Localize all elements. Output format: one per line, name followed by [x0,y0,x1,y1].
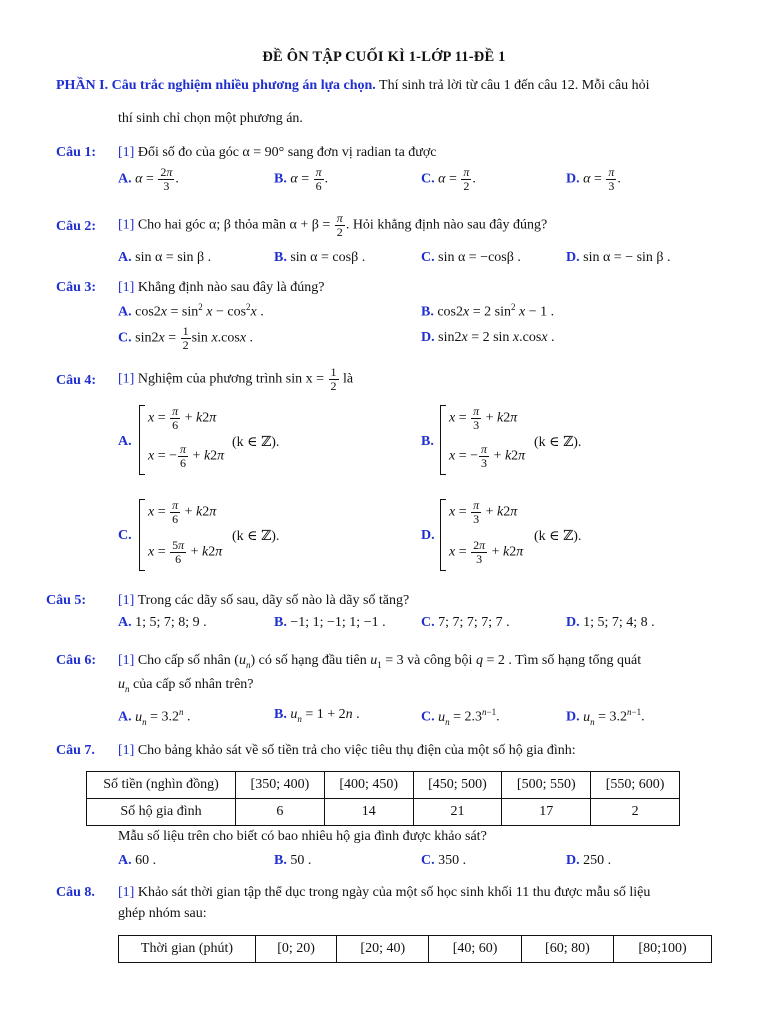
question-4-text-b: là [339,371,354,387]
q6-option-b[interactable]: B. $u_n = 1 + 2n$ . [274,707,360,724]
q4-option-d-kset: (k ∈ ℤ). [534,529,582,544]
q7-option-b[interactable]: B. 50 . [274,853,312,868]
question-7-text: Cho bảng khảo sát về số tiền trả cho việc tiêu thụ điện của một số hộ gia đình: [134,743,576,758]
question-3-label: Câu 3: [56,280,97,295]
table-row: Số hộ gia đình 6 14 21 17 2 [87,799,680,826]
question-8-text: Khảo sát thời gian tập thể dục trong ngày của một số học sinh khối 11 thu được mẫu số liệu [134,885,651,900]
page-title: ĐỀ ÔN TẬP CUỐI KÌ 1-LỚP 11-ĐỀ 1 [262,49,506,65]
q5-option-d[interactable]: D. 1; 5; 7; 4; 8 . [566,615,655,630]
question-6-line2: $u_n$ của cấp số nhân trên? [118,677,254,694]
q4-option-d-system[interactable]: x = $\frac{\pi}{3}$ + k2π x = $\frac{2\pi}{3}$ + k2π [440,499,561,571]
q4-option-d-label[interactable]: D. [421,528,435,543]
q5-option-c[interactable]: C. 7; 7; 7; 7; 7 . [421,615,510,630]
question-1 [56,145,96,161]
question-4-text-a: Nghiệm của phương trình sin x = [134,371,328,387]
q3-option-d[interactable]: D. sin2x = 2 sin x.cosx . [421,330,555,345]
q3-option-b[interactable]: B. cos2x = 2 $\sin^2 x - 1$ . [421,302,555,320]
q4-option-a-system[interactable]: x = $\frac{\pi}{6}$ + k2π x = − $\frac{\pi}{6}$ + k2π [139,405,260,475]
q1-option-a[interactable]: A. α = $\frac{2\pi}{3}$ . [118,165,179,193]
exercise-table [118,935,712,963]
question-5-text: Trong các dãy số sau, dãy số nào là dãy số tăng? [134,593,410,608]
question-7-follow: Mẫu số liệu trên cho biết có bao nhiêu hộ gia đình được khảo sát? [118,829,487,844]
q2-option-a[interactable]: A. sin α = sin β . [118,250,212,265]
q3-option-c[interactable]: C. sin2x = $\frac{1}{2}$ sin x.cosx . [118,324,254,352]
electricity-table [86,771,680,826]
part1-text-2: thí sinh chỉ chọn một phương án. [118,111,303,126]
question-2-text-b: . Hỏi khẳng định nào sau đây đúng? [345,217,548,233]
q7-option-d[interactable]: D. 250 . [566,853,612,868]
question-1-stem [118,145,437,161]
q2-option-b[interactable]: B. sin α = cosβ . [274,250,366,265]
question-2-stem: [1] Cho hai góc α; β thỏa mãn α + β = $\frac{\pi}{2}$ . Hỏi khẳng định nào sau đây đúng? [118,211,548,239]
q4-option-b-kset: (k ∈ ℤ). [534,435,582,450]
table-row: Thời gian (phút) [0; 20) [20; 40) [40; 60) [60; 80) [80;100) [119,936,712,963]
question-2-text-a: Cho hai góc α; β thỏa mãn α + β = [134,217,334,233]
question-5-stem: [1] Trong các dãy số sau, dãy số nào là dãy số tăng? [118,593,410,608]
question-5-label: Câu 5: [46,593,87,608]
level-tag: [1] [118,145,135,160]
q4-option-a-kset: (k ∈ ℤ). [232,435,280,450]
question-8-label: Câu 8. [56,885,95,900]
part1-intro [56,78,649,94]
question-4-label: Câu 4: [56,373,97,388]
q1-option-c[interactable]: C. α = $\frac{\pi}{2}$ . [421,165,476,193]
q4-option-a-label[interactable]: A. [118,434,132,449]
q2-option-c[interactable]: C. sin α = −cosβ . [421,250,521,265]
table-row: Số tiền (nghìn đồng) [350; 400) [400; 450) [450; 500) [500; 550) [550; 600) [87,772,680,799]
q1-option-d[interactable]: D. α = $\frac{\pi}{3}$ . [566,165,621,193]
q7-option-c[interactable]: C. 350 . [421,853,467,868]
question-6-stem: [1] Cho cấp số nhân $(u_n)$ có số hạng đầu tiên $u_1 = 3$ và công bội q = 2 . Tìm số hạng tổng quát [118,653,642,670]
question-3-stem: [1] Khẳng định nào sau đây là đúng? [118,280,325,295]
q4-option-c-label[interactable]: C. [118,528,132,543]
q6-option-c[interactable]: C. $u_n = 2.3^{n-1}$. [421,707,500,727]
question-1-label: Câu 1: [56,145,97,160]
question-7-stem: [1] Cho bảng khảo sát về số tiền trả cho việc tiêu thụ điện của một số hộ gia đình: [118,743,576,758]
q6-option-a[interactable]: A. $u_n = 3.2^n$ . [118,707,191,727]
q4-option-b-label[interactable]: B. [421,434,434,449]
question-1-text: Đổi số đo của góc α = 90° sang đơn vị radian ta được [134,145,437,160]
question-3-text: Khẳng định nào sau đây là đúng? [134,280,325,295]
question-4-stem: [1] Nghiệm của phương trình sin x = $\frac{1}{2}$ là [118,365,354,393]
part1-label: PHẦN I. Câu trắc nghiệm nhiều phương án lựa chọn. [56,78,376,93]
q4-option-c-kset: (k ∈ ℤ). [232,529,280,544]
q7-option-a[interactable]: A. 60 . [118,853,157,868]
question-7-label: Câu 7. [56,743,95,758]
question-2-label: Câu 2: [56,219,97,234]
q1-option-b[interactable]: B. α = $\frac{\pi}{6}$ . [274,165,329,193]
q3-option-a[interactable]: A. $\cos 2x = \sin^2 x - \cos^2x$ . [118,302,264,320]
part1-text-1: Thí sinh trả lời từ câu 1 đến câu 12. Mỗi câu hỏi [375,78,650,93]
q5-option-a[interactable]: A. 1; 5; 7; 8; 9 . [118,615,207,630]
q4-option-b-system[interactable]: x = $\frac{\pi}{3}$ + k2π x = − $\frac{\pi}{3}$ + k2π [440,405,561,475]
question-6-label: Câu 6: [56,653,97,668]
q5-option-b[interactable]: B. −1; 1; −1; 1; −1 . [274,615,386,630]
q6-option-d[interactable]: D. $u_n = 3.2^{n-1}$. [566,707,645,727]
question-8-line2: ghép nhóm sau: [118,906,207,921]
q4-option-c-system[interactable]: x = $\frac{\pi}{6}$ + k2π x = $\frac{5\pi}{6}$ + k2π [139,499,260,571]
question-8-stem: [1] Khảo sát thời gian tập thể dục trong ngày của một số học sinh khối 11 thu được mẫu số liệu [118,885,651,900]
q2-option-d[interactable]: D. sin α = − sin β . [566,250,671,265]
